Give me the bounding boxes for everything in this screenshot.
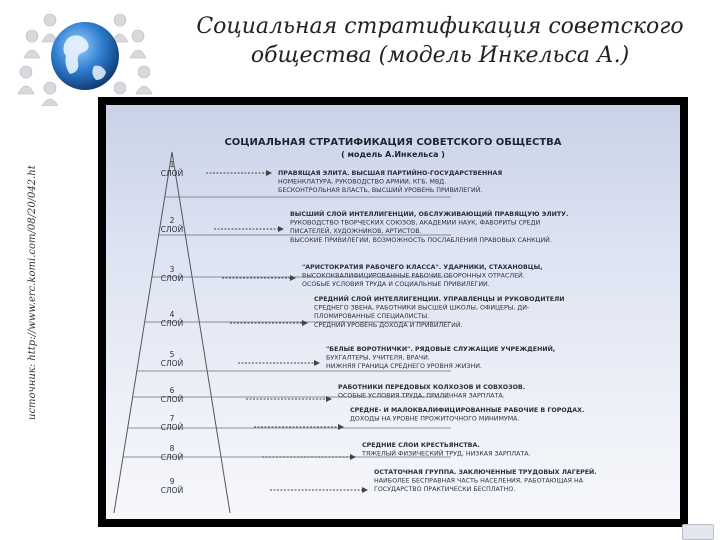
layer-description-line: НИЖНЯЯ ГРАНИЦА СРЕДНЕГО УРОВНЯ ЖИЗНИ. (326, 363, 482, 371)
layer-number: 4 (169, 310, 175, 319)
layer-number: 3 (169, 265, 175, 274)
layer-description-line: "АРИСТОКРАТИЯ РАБОЧЕГО КЛАССА". УДАРНИКИ, СТАХАНОВЦЫ, (302, 264, 543, 271)
layer-description-line: ПЛОМИРОВАННЫЕ СПЕЦИАЛИСТЫ. (314, 313, 430, 321)
layer-word: СЛОЙ (160, 319, 184, 328)
layer-description-line: ВЫСОКОКВАЛИФИЦИРОВАННЫЕ РАБОЧИЕ ОБОРОННЫХ ОТРАСЛЕЙ. (302, 272, 525, 280)
arrow-head (314, 360, 320, 366)
source-caption: источник: http://www.erc.komi.com/08/20/042.ht (27, 165, 38, 420)
layer-2 (161, 209, 569, 244)
layer-description-line: НОМЕНКЛАТУРА, РУКОВОДСТВО АРМИИ, КГБ, МВД. (278, 178, 447, 186)
arrow-head (290, 275, 296, 281)
scroll-button[interactable] (682, 524, 714, 540)
slide-title (170, 12, 710, 70)
layer-word: СЛОЙ (160, 486, 184, 495)
layer-3 (161, 264, 543, 288)
slide-title-line-2: общества (модель Инкельса А.) (250, 43, 630, 68)
layer-word: СЛОЙ (160, 274, 184, 283)
layer-word: СЛОЙ (160, 359, 184, 368)
stratification-pyramid (106, 105, 680, 519)
slide-title-line-1: Социальная стратификация советского (196, 14, 684, 39)
layer-description-line: ПРАВЯЩАЯ ЭЛИТА. ВЫСШАЯ ПАРТИЙНО-ГОСУДАРСТВЕННАЯ (278, 170, 503, 177)
layer-5 (161, 344, 555, 370)
layer-description-line: РАБОТНИКИ ПЕРЕДОВЫХ КОЛХОЗОВ И СОВХОЗОВ. (338, 384, 526, 391)
diagram-frame (98, 97, 688, 527)
layer-word: СЛОЙ (160, 423, 184, 432)
layer-description-line: ОСОБЫЕ УСЛОВИЯ ТРУДА И СОЦИАЛЬНЫЕ ПРИВИЛЕГИИ. (302, 281, 490, 289)
layer-description-line: "БЕЛЫЕ ВОРОТНИЧКИ". РЯДОВЫЕ СЛУЖАЩИЕ УЧРЕЖДЕНИЙ, (326, 346, 556, 353)
layer-4 (161, 294, 565, 329)
layer-number: 8 (169, 444, 175, 453)
layer-word: СЛОЙ (160, 169, 184, 178)
layer-word: СЛОЙ (160, 225, 184, 234)
arrow-head (362, 487, 368, 493)
layer-description-line: СРЕДНЕ- И МАЛОКВАЛИФИЦИРОВАННЫЕ РАБОЧИЕ В ГОРОДАХ. (350, 407, 585, 414)
arrow-head (266, 170, 272, 176)
layer-8 (161, 442, 531, 462)
layer-word: СЛОЙ (160, 453, 184, 462)
layer-number: 2 (169, 216, 175, 225)
layer-number: 5 (169, 350, 175, 359)
layer-number: 7 (169, 414, 175, 423)
arrow-head (350, 454, 356, 460)
layer-1 (161, 160, 503, 194)
layer-number: 1 (169, 160, 175, 169)
layer-description-line: ВЫСОКИЕ ПРИВИЛЕГИИ, ВОЗМОЖНОСТЬ ПОСЛАБЛЕНИЯ ПРАВОВЫХ САНКЦИЙ. (290, 236, 552, 244)
layer-description-line: БУХГАЛТЕРЫ, УЧИТЕЛЯ, ВРАЧИ. (326, 354, 430, 362)
layer-word: СЛОЙ (160, 395, 184, 404)
layer-description-line: ВЫСШИЙ СЛОЙ ИНТЕЛЛИГЕНЦИИ, ОБСЛУЖИВАЮЩИЙ ПРАВЯЩУЮ ЭЛИТУ. (290, 211, 569, 218)
layer-description-line: ОСОБЫЕ УСЛОВИЯ ТРУДА, ПРИЛИЧНАЯ ЗАРПЛАТА. (338, 392, 505, 400)
arrow-head (278, 226, 284, 232)
layer-description-line: ДОХОДЫ НА УРОВНЕ ПРОЖИТОЧНОГО МИНИМУМА. (350, 415, 520, 423)
layer-description-line: СРЕДНИЙ СЛОЙ ИНТЕЛЛИГЕНЦИИ. УПРАВЛЕНЦЫ И РУКОВОДИТЕЛИ (314, 296, 565, 303)
layer-description-line: ПИСАТЕЛЕЙ, ХУДОЖНИКОВ, АРТИСТОВ. (290, 228, 422, 236)
layer-description-line: БЕСКОНТРОЛЬНАЯ ВЛАСТЬ, ВЫСШИЙ УРОВЕНЬ ПРИВИЛЕГИЙ. (278, 187, 483, 195)
layer-number: 6 (169, 386, 175, 395)
layer-6 (161, 384, 525, 404)
diagram-subheading: ( модель А.Инкельса ) (341, 150, 445, 159)
arrow-head (302, 320, 308, 326)
globe-with-people-logo (10, 6, 160, 106)
diagram-panel (106, 105, 680, 519)
layer-description-line: СРЕДНЕГО ЗВЕНА, РАБОТНИКИ ВЫСШЕЙ ШКОЛЫ, ОФИЦЕРЫ, ДИ- (314, 304, 530, 312)
layer-description-line: СРЕДНИЕ СЛОИ КРЕСТЬЯНСТВА. (362, 442, 480, 449)
layer-description-line: ГОСУДАРСТВО ПРАКТИЧЕСКИ БЕСПЛАТНО. (374, 486, 516, 494)
layer-description-line: ТЯЖЕЛЫЙ ФИЗИЧЕСКИЙ ТРУД, НИЗКАЯ ЗАРПЛАТА. (362, 450, 531, 458)
layer-description-line: НАИБОЛЕЕ БЕСПРАВНАЯ ЧАСТЬ НАСЕЛЕНИЯ, РАБОТАЮЩАЯ НА (374, 477, 584, 485)
arrow-head (338, 424, 344, 430)
layer-number: 9 (169, 477, 175, 486)
layer-description-line: СРЕДНИЙ УРОВЕНЬ ДОХОДА И ПРИВИЛЕГИЙ. (314, 321, 463, 329)
diagram-heading: СОЦИАЛЬНАЯ СТРАТИФИКАЦИЯ СОВЕТСКОГО ОБЩЕСТВА (224, 137, 562, 148)
layer-description-line: ОСТАТОЧНАЯ ГРУППА. ЗАКЛЮЧЕННЫЕ ТРУДОВЫХ ЛАГЕРЕЙ. (374, 469, 597, 476)
layer-description-line: РУКОВОДСТВО ТВОРЧЕСКИХ СОЮЗОВ, АКАДЕМИИ НАУК, ФАВОРИТЫ СРЕДИ (290, 219, 541, 227)
